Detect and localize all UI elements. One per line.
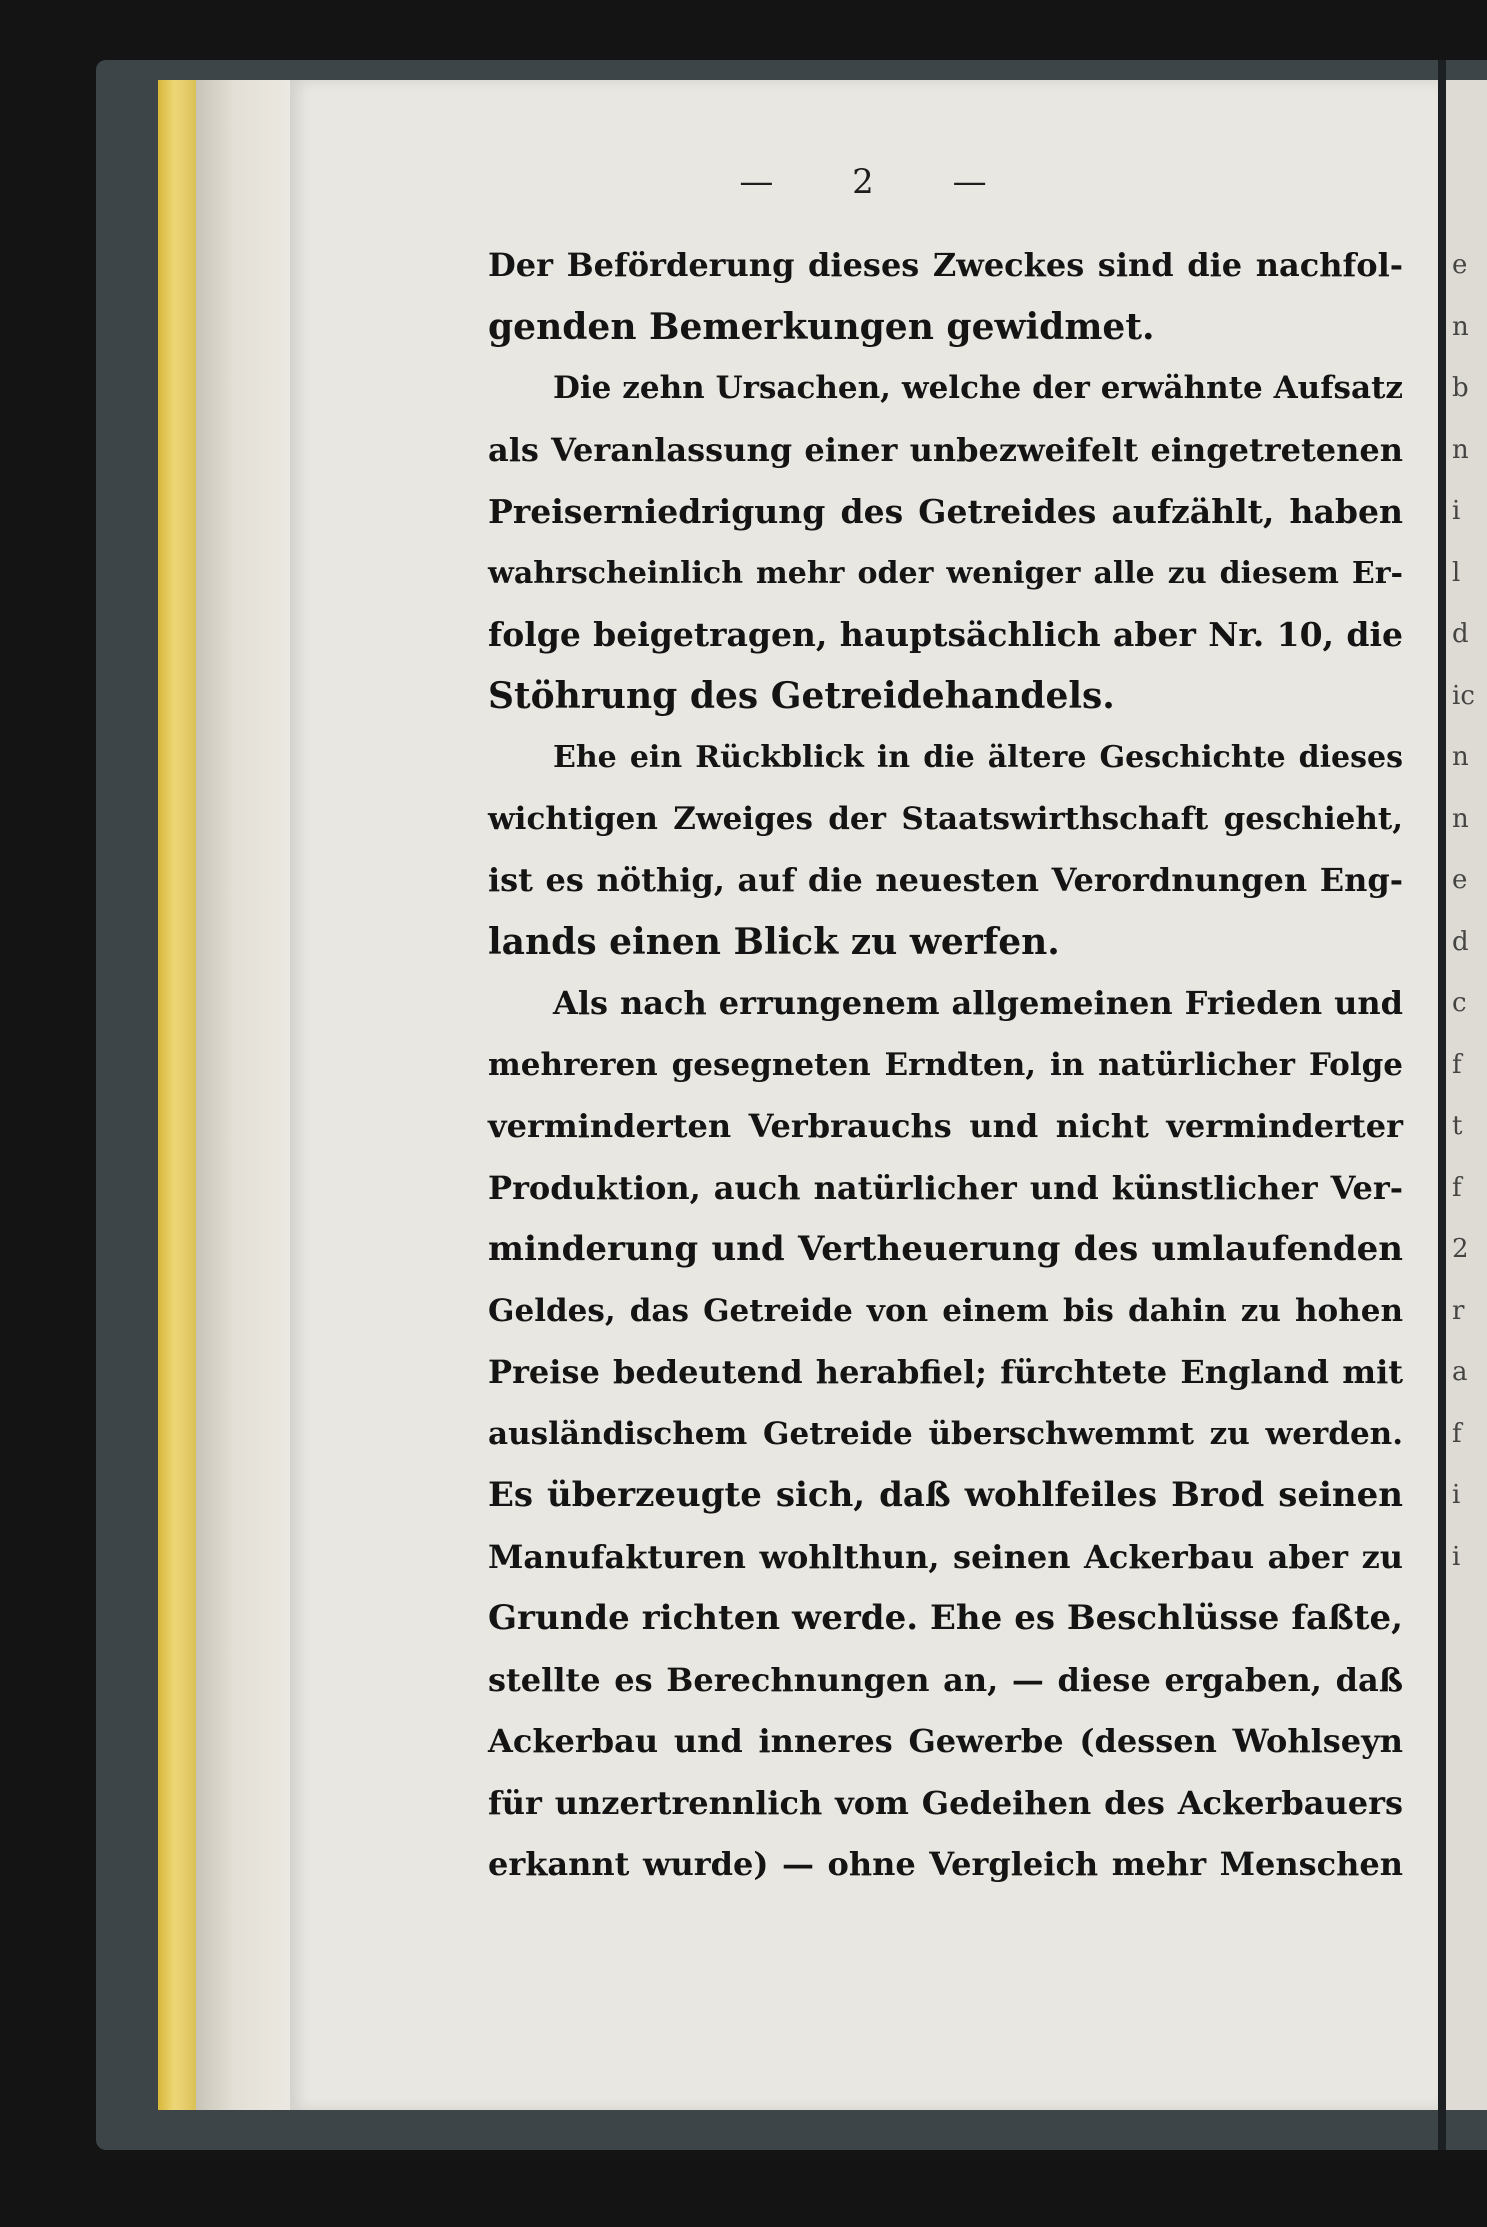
page-number: 2 (852, 162, 876, 202)
text-line: minderung und Vertheuerung des umlaufenden (488, 1229, 1403, 1269)
next-page-fragment: d (1452, 926, 1469, 957)
text-line: für unzertrennlich vom Gedeihen des Ackerbauers (488, 1783, 1403, 1822)
next-page-fragment: d (1452, 619, 1469, 649)
book-page (290, 80, 1438, 2110)
text-line: Ehe ein Rückblick in die ältere Geschichte dieses (553, 740, 1403, 775)
header-dash-left: — (739, 162, 776, 202)
text-line: Produktion, auch natürlicher und künstlicher Ver- (488, 1168, 1403, 1207)
next-page-fragment: e (1452, 250, 1468, 280)
next-page-fragment: f (1452, 1418, 1462, 1449)
next-page-fragment: ic (1452, 680, 1475, 711)
next-page-fragment: l (1452, 557, 1461, 588)
body-text (488, 235, 1403, 1896)
next-page-fragment: a (1452, 1357, 1468, 1387)
next-page-fragment: t (1452, 1111, 1463, 1141)
text-line: wichtigen Zweiges der Staatswirthschaft geschieht, (488, 800, 1403, 837)
text-line: ausländischem Getreide überschwemmt zu werden. (488, 1415, 1403, 1452)
next-page-fragment: n (1452, 434, 1469, 465)
next-page-fragment: n (1452, 742, 1469, 772)
text-line: stellte es Berechnungen an, — diese ergaben, daß (488, 1660, 1403, 1699)
next-page-fragment: i (1452, 1480, 1461, 1510)
next-page-fragment: c (1452, 988, 1467, 1018)
text-line: lands einen Blick zu werfen. (488, 920, 1060, 963)
text-line: Der Beförderung dieses Zweckes sind die nachfol- (488, 246, 1403, 284)
text-line: Manufakturen wohlthun, seinen Ackerbau aber zu (488, 1537, 1403, 1576)
next-page-fragment: n (1452, 311, 1469, 342)
next-page-fragment: e (1452, 865, 1468, 895)
text-line: Als nach errungenem allgemeinen Frieden und (553, 984, 1403, 1022)
next-page-fragment: f (1452, 1049, 1462, 1080)
page-edges (158, 80, 198, 2110)
text-line: Grunde richten werde. Ehe es Beschlüsse faßte, (488, 1598, 1403, 1638)
next-page-edge (1446, 80, 1487, 2110)
text-line: erkannt wurde) — ohne Vergleich mehr Menschen (488, 1845, 1403, 1883)
text-line: Geldes, das Getreide von einem bis dahin zu hohen (488, 1292, 1403, 1329)
next-page-fragment: n (1452, 803, 1469, 834)
text-line: wahrscheinlich mehr oder weniger alle zu diesem Er- (488, 555, 1403, 591)
next-page-fragment: i (1452, 496, 1461, 526)
text-line: Es überzeugte sich, daß wohlfeiles Brod seinen (488, 1475, 1403, 1515)
text-line: verminderten Verbrauchs und nicht verminderter (488, 1107, 1403, 1145)
next-page-fragment: 2 (1452, 1234, 1469, 1264)
text-line: Preiserniedrigung des Getreides aufzählt, haben (488, 492, 1403, 531)
text-line: als Veranlassung einer unbezweifelt eingetretenen (488, 430, 1403, 469)
text-line: Preise bedeutend herabfiel; fürchtete England mit (488, 1353, 1403, 1391)
text-line: Stöhrung des Getreidehandels. (488, 674, 1115, 717)
next-page-fragment: r (1452, 1295, 1465, 1326)
previous-page-edge (196, 80, 292, 2110)
book-gutter (1438, 60, 1446, 2150)
text-line: folge beigetragen, hauptsächlich aber Nr. 10, die (488, 615, 1403, 654)
text-line: Ackerbau und inneres Gewerbe (dessen Wohlseyn (488, 1722, 1403, 1760)
text-line: mehreren gesegneten Erndten, in natürlicher Folge (488, 1046, 1403, 1083)
next-page-fragment: f (1452, 1172, 1462, 1203)
next-page-fragment: i (1452, 1541, 1461, 1572)
next-page-fragment: b (1452, 373, 1469, 403)
text-line: ist es nöthig, auf die neuesten Verordnungen Eng- (488, 861, 1403, 899)
text-line: Die zehn Ursachen, welche der erwähnte Aufsatz (553, 370, 1403, 406)
text-line: genden Bemerkungen gewidmet. (488, 305, 1155, 348)
page-header (290, 162, 1438, 202)
header-dash-right: — (952, 162, 989, 202)
